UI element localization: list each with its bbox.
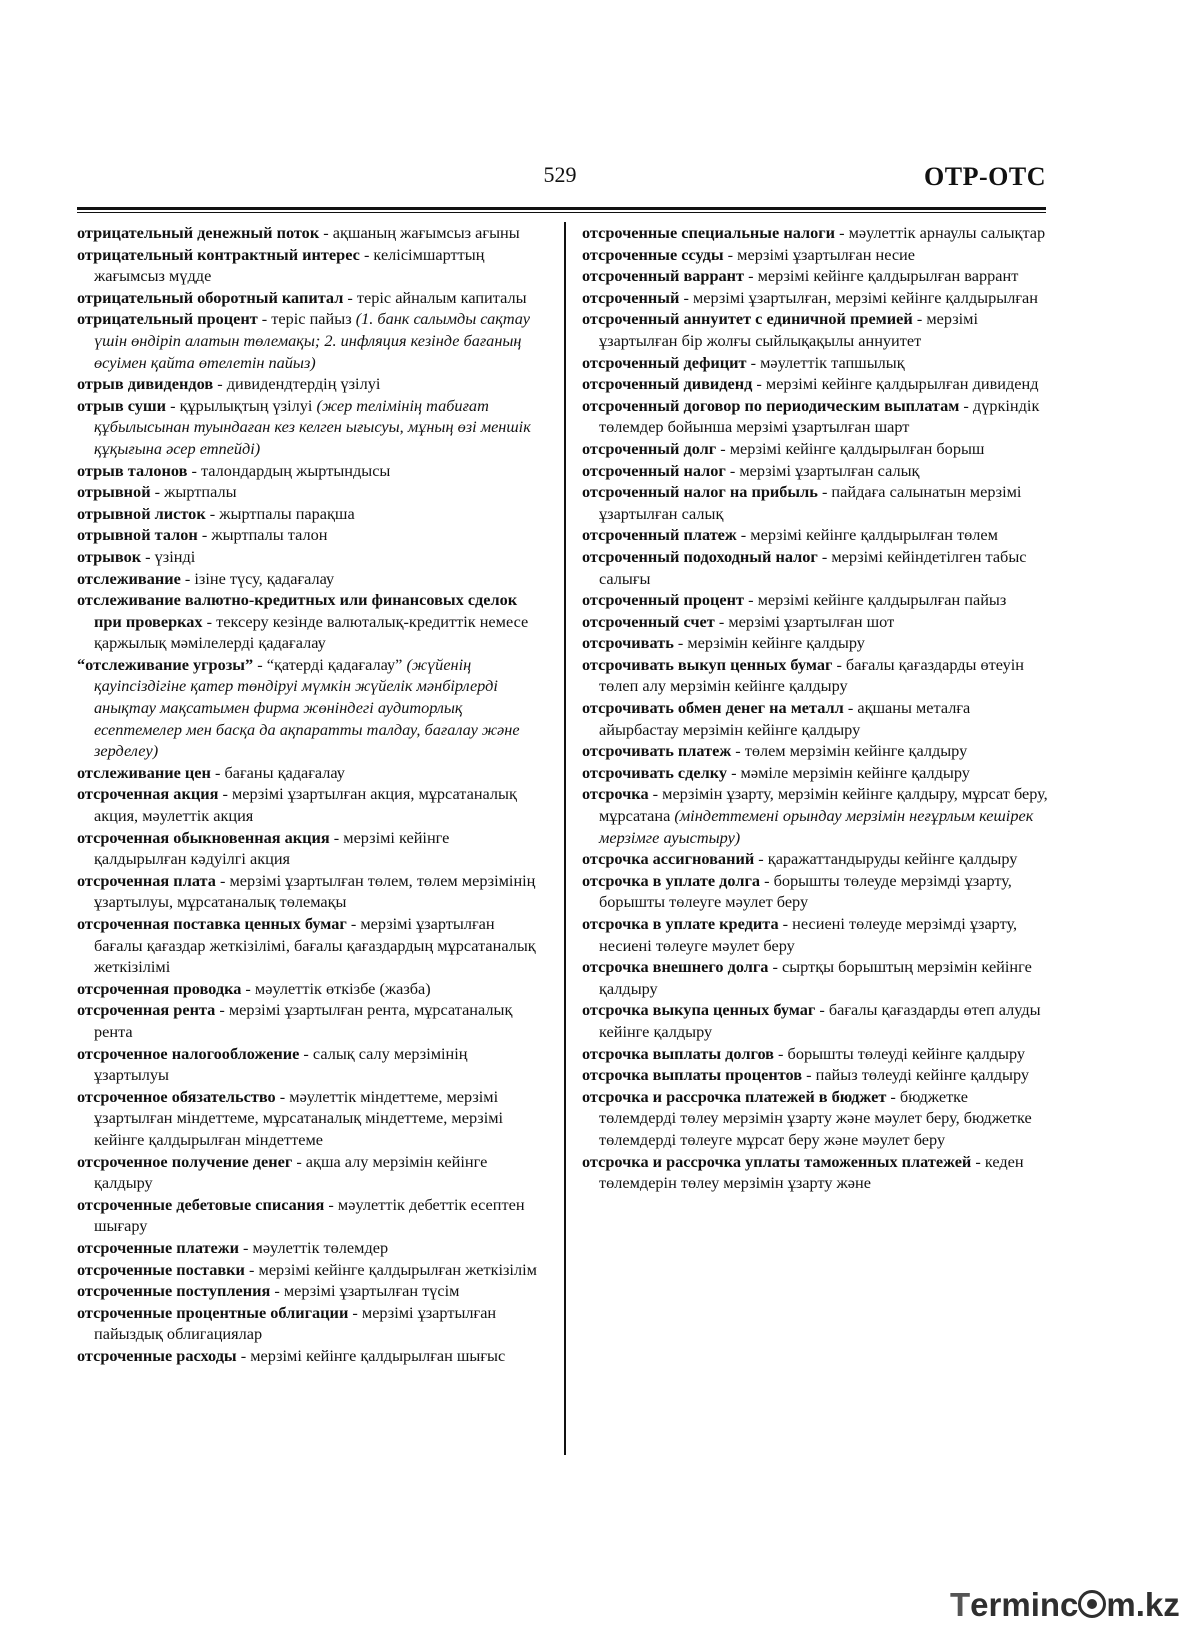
dictionary-entry [582,222,1048,244]
dictionary-entry [582,265,1048,287]
entry-term: отсроченное обязательство [77,1086,276,1106]
dictionary-entry [77,1086,543,1151]
entry-definition: - дүркіндік төлемдер бойынша мерзімі ұзартылған шарт [599,395,1040,437]
entry-term: отрицательный оборотный капитал [77,287,344,307]
entry-definition: - бюджетке төлемдерді төлеу мерзімін ұзарту және мәулет беру, бюджетке төлемдерді төлеуге мұрсат беру және мәулет беру [599,1086,1032,1149]
dictionary-entry [582,287,1048,309]
dictionary-entry [77,546,543,568]
dictionary-entry [582,546,1048,589]
dictionary-entry [77,1345,543,1367]
entry-definition: - мерзімі ұзартылған пайыздық облигациялар [94,1302,497,1344]
dictionary-entry [582,438,1048,460]
dictionary-entry [582,1043,1048,1065]
dictionary-entry [77,1151,543,1194]
entry-definition: - төлем мерзімін кейінге қалдыру [731,741,968,761]
entry-definition: - мерзімі ұзартылған бағалы қағаздар жеткізілімі, бағалы қағаздардың мұрсатаналық жеткізілімі [94,914,536,977]
dictionary-entry [77,870,543,913]
page-number: 529 [543,162,577,187]
entry-term: отсроченные платежи [77,1237,239,1257]
entry-term: отсроченный процент [582,590,745,610]
dictionary-entry [582,956,1048,999]
entry-definition: - мерзімі кейінге қалдырылған кәдуілгі акция [94,827,450,869]
dictionary-entry [77,589,543,654]
entry-note: (жүйенің қауіпсіздігіне қатер төндіруі мүмкін жүйелік мәнбірлерді анықтау мақсатымен фирма жөніндегі аудиторлық есептемелер мен басқа да ақпаратты талдау, бағалау және зерделеу) [94,654,520,761]
watermark-t: T [950,1586,971,1623]
entry-definition: - талондардың жыртындысы [187,460,391,480]
entry-definition: - мәулеттік міндеттеме, мерзімі ұзартылған міндеттеме, мұрсатаналық міндеттеме, мерзімі кейінге қалдырылған міндеттеме [94,1086,504,1149]
entry-definition: - мерзімі кейінге қалдырылған борыш [716,438,985,458]
entry-definition: - мерзімі кейінге қалдырылған жеткізілім [244,1259,537,1279]
entry-note: (міндеттемені орындау мерзімін неғұрлым кешірек мерзімге ауыстыру) [599,806,1034,847]
dictionary-entry [77,1237,543,1259]
dictionary-entry [77,244,543,287]
dictionary-entry [582,870,1048,913]
dictionary-entry [582,589,1048,611]
entry-term: отрывной [77,482,151,502]
entry-term: отсроченное налогообложение [77,1043,300,1063]
entry-definition: - мерзімі ұзартылған түсім [270,1281,460,1301]
entry-term: отсроченный долг [582,438,717,458]
watermark-text-b: m.kz [1106,1586,1180,1623]
dictionary-entry [77,373,543,395]
entry-term: отрицательный денежный поток [77,223,320,242]
dictionary-entry [582,913,1048,956]
dictionary-entry [582,762,1048,784]
entry-term: отсрочка в уплате долга [582,870,761,890]
entry-definition: - жыртпалы талон [197,525,328,545]
entry-term: отсрочка выплаты долгов [582,1043,774,1063]
dictionary-entry [582,481,1048,524]
section-range-heading: OTP-OTC [924,162,1046,191]
dictionary-entry [77,308,543,373]
entry-definition: - мерзімі ұзартылған, мерзімі кейінге қалдырылған [679,287,1038,307]
dictionary-entry [77,999,543,1042]
entry-definition: - мерзімі ұзартылған несие [723,244,915,264]
entry-term: отсроченный дивиденд [582,374,753,394]
entry-definition: - теріс пайыз [257,309,356,329]
entry-definition: - мәулеттік төлемдер [238,1237,389,1257]
watermark-text-a: erminc [970,1586,1079,1623]
entry-definition: - жыртпалы [150,482,237,502]
entry-definition: - мерзімі кейінге қалдырылған пайыз [744,590,1007,610]
entry-definition: - қаражаттандыруды кейінге қалдыру [754,849,1018,869]
watermark-o-icon [1078,1590,1106,1618]
dictionary-entry [582,783,1048,848]
entry-definition: - “қатерді қадағалау” [253,654,407,674]
entry-definition: - мерзімі кейінге қалдырылған варрант [744,266,1019,286]
entry-definition: - бағалы қағаздарды өтеуін төлеп алу мерзімін кейінге қалдыру [599,654,1024,696]
entry-note: (жер телімінің табиғат құбылысынан туындаған кез келген ығысуы, мұның өзі меншік құқығына әсер етпейді) [94,395,531,458]
entry-term: отсроченный платеж [582,525,737,545]
entry-definition: - мерзімі ұзартылған бір жолғы сыйлықақылы аннуитет [599,309,978,350]
dictionary-entry [77,460,543,482]
dictionary-entry [77,287,543,309]
entry-term: отсрочка выплаты процентов [582,1065,803,1085]
entry-term: отсроченная обыкновенная акция [77,827,330,847]
entry-definition: - бағалы қағаздарды өтеп алуды кейінге қалдыру [599,1000,1041,1041]
entry-term: отрывной листок [77,503,206,523]
entry-term: отрыв дивидендов [77,374,214,394]
column-divider [564,222,566,1455]
entry-term: отсрочка и рассрочка уплаты таможенных платежей [582,1151,972,1171]
entry-term: отсроченные поставки [77,1259,245,1279]
entry-term: отсроченный налог на прибыль [582,482,818,502]
left-column [77,222,543,1366]
entry-term: отсрочка и рассрочка платежей в бюджет [582,1086,887,1106]
dictionary-entry [582,999,1048,1042]
dictionary-entry [582,1086,1048,1151]
dictionary-entry [77,783,543,826]
entry-definition: - мерзімі ұзартылған акция, мұрсатаналық акция, мәулеттік акция [94,784,517,826]
entry-term: отсроченный налог [582,460,726,480]
entry-term: отсроченная плата [77,870,216,890]
entry-term: отсрочка в уплате кредита [582,914,779,933]
dictionary-entry [77,503,543,525]
entry-definition: - жыртпалы парақша [205,503,355,523]
entry-note: (1. банк салымды сақтау үшін өндіріп алатын төлемақы; 2. инфляция кезінде бағаның өсуімен қайта өтелетін пайыз) [94,309,530,372]
entry-definition: - келісімшарттың жағымсыз мүдде [94,244,485,286]
entry-definition: - теріс айналым капиталы [343,287,527,307]
entry-term: отрицательный процент [77,309,258,329]
header-rule-thin [77,212,1046,213]
dictionary-entry [582,308,1048,351]
entry-term: отсроченные поступления [77,1281,271,1301]
dictionary-entry [77,1259,543,1281]
dictionary-entry [77,1043,543,1086]
entry-term: отсроченная поставка ценных бумаг [77,914,347,933]
entry-definition: - пайдаға салынатын мерзімі ұзартылған салық [599,482,1022,523]
entry-definition: - салық салу мерзімінің ұзартылуы [94,1043,468,1085]
dictionary-entry [77,481,543,503]
dictionary-entry [582,611,1048,633]
entry-term: отсроченный дефицит [582,352,747,372]
entry-term: отсроченный договор по периодическим выплатам [582,395,960,415]
entry-definition: - борышты төлеуде мерзімді ұзарту, борышты төлеуге мәулет беру [599,870,1012,912]
entry-term: отслеживание цен [77,762,211,782]
entry-definition: - ақша алу мерзімін кейінге қалдыру [94,1151,488,1193]
entry-definition: - мерзімін ұзарту, мерзімін кейінге қалдыру, мұрсат беру, мұрсатана [599,784,1048,826]
entry-definition: - мәулеттік өткізбе (жазба) [241,978,431,998]
entry-term: отсрочивать [582,633,674,653]
entry-term: отсроченные расходы [77,1345,237,1365]
entry-term: отсроченный счет [582,611,715,631]
entry-definition: - мәміле мерзімін кейінге қалдыру [727,762,970,782]
dictionary-entry [77,568,543,590]
dictionary-entry [582,524,1048,546]
entry-definition: - мерзімін кейінге қалдыру [673,633,865,653]
entry-definition: - мәулеттік тапшылық [746,352,905,372]
entry-definition: - құрылықтың үзілуі [166,395,317,415]
dictionary-entry [77,222,543,244]
entry-definition: - ақшаның жағымсыз ағыны [319,223,520,242]
entry-term: отсрочка выкупа ценных бумаг [582,1000,816,1020]
dictionary-entry [582,373,1048,395]
entry-definition: - мәулеттік арнаулы салықтар [835,223,1046,242]
dictionary-entry [582,244,1048,266]
dictionary-entry [582,395,1048,438]
dictionary-entry [582,697,1048,740]
entry-term: отсроченное получение денег [77,1151,293,1171]
dictionary-entry [582,1064,1048,1086]
entry-definition: - мерзімі ұзартылған төлем, төлем мерзімінің ұзартылуы, мұрсатаналық төлемақы [94,870,536,912]
entry-definition: - ақшаны металға айырбастау мерзімін кейінге қалдыру [599,698,971,739]
entry-definition: - бағаны қадағалау [210,762,345,782]
entry-term: отсроченные процентные облигации [77,1302,349,1322]
entry-term: отсроченный варрант [582,266,745,286]
dictionary-entry [582,632,1048,654]
entry-definition: - кеден төлемдерін төлеу мерзімін ұзарту және [599,1151,1024,1193]
entry-term: отсрочивать обмен денег на металл [582,698,844,718]
dictionary-entry [77,1280,543,1302]
entry-definition: - мерзімі кейінге қалдырылған төлем [736,525,998,545]
entry-definition: - борышты төлеуді кейінге қалдыру [773,1043,1026,1063]
entry-term: отсрочка [582,784,649,804]
entry-term: отсроченные ссуды [582,244,724,264]
dictionary-entry [77,1194,543,1237]
entry-definition: - мерзімі ұзартылған рента, мұрсатаналық рента [94,1000,513,1041]
entry-definition: - дивидендтердің үзілуі [213,374,381,394]
dictionary-entry [582,352,1048,374]
entry-term: отсрочивать выкуп ценных бумаг [582,654,833,674]
entry-term: отслеживание [77,568,181,588]
entry-definition: - тексеру кезінде валюталық-кредиттік немесе қаржылық мәмілелерді қадағалау [94,611,529,653]
entry-term: отрывной талон [77,525,198,545]
entry-definition: - пайыз төлеуді кейінге қалдыру [802,1065,1030,1085]
entry-definition: - мерзімі ұзартылған шот [714,611,895,631]
dictionary-entry [582,1151,1048,1194]
entry-term: отрыв суши [77,395,167,415]
dictionary-entry [77,762,543,784]
entry-term: отслеживание валютно-кредитных или финансовых сделок при проверках [77,590,518,631]
entry-definition: - несиені төлеуде мерзімді ұзарту, несиені төлеуге мәулет беру [599,914,1018,955]
entry-definition: - мерзімі ұзартылған салық [725,460,920,480]
entry-term: отсроченный аннуитет с единичной премией [582,309,913,329]
entry-term: отсрочивать платеж [582,741,732,761]
right-column [582,222,1048,1194]
entry-definition: - мерзімі кейіндетілген табыс салығы [599,546,1027,588]
entry-term: отсроченный подоходный налог [582,546,818,566]
entry-definition: - сыртқы борыштың мерзімін кейінге қалдыру [599,957,1032,998]
dictionary-entry [77,524,543,546]
entry-term: “отслеживание угрозы” [77,654,254,674]
entry-term: отсроченная рента [77,1000,216,1020]
entry-definition: - мәулеттік дебеттік есептен шығару [94,1194,525,1236]
entry-term: отрывок [77,546,142,566]
entry-term: отрицательный контрактный интерес [77,244,360,264]
dictionary-entry [77,913,543,978]
entry-term: отсрочка ассигнований [582,849,755,869]
dictionary-entry [582,654,1048,697]
termincom-watermark-logo [950,1586,1180,1624]
entry-term: отсрочивать сделку [582,762,727,782]
dictionary-entry [77,395,543,460]
entry-definition: - ізіне түсу, қадағалау [180,568,335,588]
dictionary-entry [77,654,543,762]
dictionary-entry [582,848,1048,870]
entry-term: отсроченный [582,287,680,307]
entry-term: отрыв талонов [77,460,188,480]
dictionary-entry [77,978,543,1000]
entry-definition: - мерзімі кейінге қалдырылған шығыс [236,1345,506,1365]
dictionary-entry [77,827,543,870]
entry-term: отсроченные специальные налоги [582,223,836,242]
dictionary-entry [77,1302,543,1345]
entry-definition: - үзінді [141,546,196,566]
dictionary-entry [582,740,1048,762]
header-rule-thick [77,207,1046,210]
entry-term: отсроченные дебетовые списания [77,1194,325,1214]
entry-term: отсроченная проводка [77,978,242,998]
dictionary-entry [582,460,1048,482]
entry-definition: - мерзімі кейінге қалдырылған дивиденд [752,374,1039,394]
entry-term: отсроченная акция [77,784,219,804]
entry-term: отсрочка внешнего долга [582,957,769,977]
